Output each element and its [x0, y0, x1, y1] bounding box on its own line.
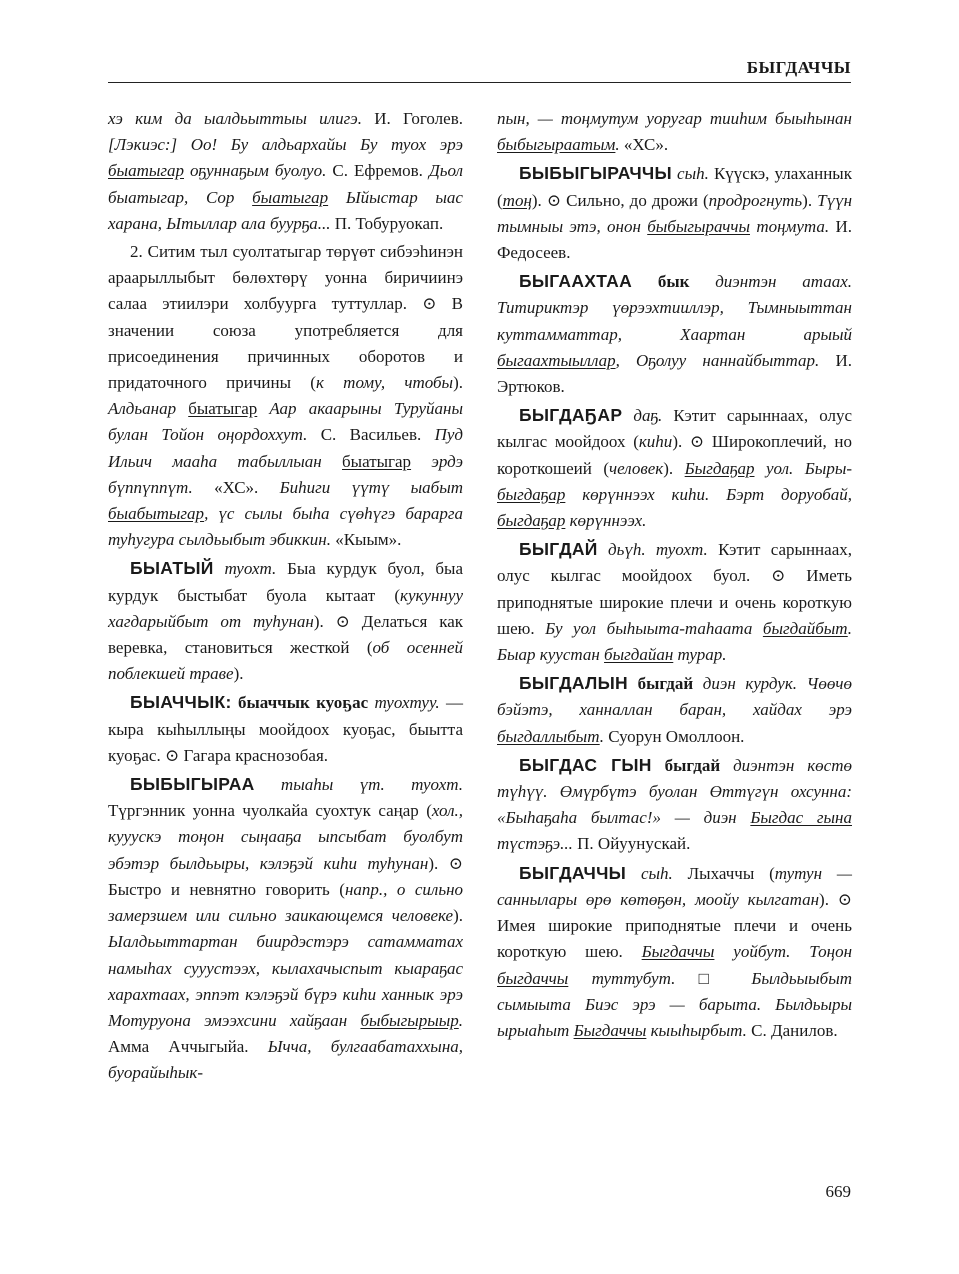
text-run: ).	[802, 190, 818, 210]
text-run: кукуннуу хагдарыйбыт от туһунан	[108, 585, 463, 631]
text-run: Пуд Ильич мааһа табыллыан	[108, 425, 463, 471]
text-run: к тому, чтобы	[315, 373, 454, 393]
example-keyword: быатыгар	[252, 187, 329, 207]
text-run: Ыйыстар ыас харана, Ытыллар ала буурҕа...	[108, 187, 463, 233]
text-run: туохтуу.	[368, 693, 440, 713]
text-run: быгдай	[627, 674, 694, 694]
example-keyword: быбыгыраатым	[497, 135, 616, 155]
example-keyword: быгдаччы	[497, 968, 569, 988]
text-run: Суорун Омоллоон.	[603, 726, 745, 746]
text-run: ). ⊙ Быстро и невнятно говорить (	[108, 853, 463, 899]
text-run: туохт.	[213, 559, 277, 579]
dictionary-entry	[497, 536, 852, 668]
text-run: хэ ким да ыалдьыттыы илигэ.	[108, 109, 362, 128]
text-run: Ыалдьыттартан биирдэстэрэ сатамматах намыһах сууустээх, кылахачыспыт кыараҕас харахтаах, эппэт кэлэҕэй бүрэ киһи ханнык эрэ Мотуруона эмээхсини хайҕаан	[108, 932, 463, 1030]
headword: БЫГДАЙ	[519, 539, 598, 560]
dictionary-entry	[497, 268, 852, 400]
paragraph	[108, 239, 463, 553]
dictionary-entry	[497, 402, 852, 534]
text-run: И. Эртюков.	[497, 350, 853, 397]
text-run: человек	[609, 458, 664, 478]
text-run: С. Данилов.	[746, 1020, 838, 1040]
text-run: дьүһ. туохт.	[597, 540, 708, 560]
text-run: даҕ.	[622, 406, 663, 426]
page-number: 669	[825, 1182, 851, 1201]
headword: БЫГДАЛЫН	[519, 673, 628, 694]
text-run: С. Васильев.	[307, 425, 435, 445]
text-run: Ычча, булгаабатаххына, буорайыһык-	[108, 1037, 463, 1083]
text-run: турар.	[673, 645, 727, 665]
right-column	[497, 106, 852, 1044]
headword: БЫБЫГЫРАА	[130, 774, 255, 795]
dictionary-entry	[108, 771, 463, 1086]
headword: БЫГААХТАА	[519, 271, 633, 292]
text-run: көрүннээх.	[565, 511, 647, 531]
dictionary-entry	[497, 860, 852, 1044]
text-run: ).	[663, 458, 685, 478]
text-run: кыыһырбыт.	[646, 1020, 747, 1040]
text-run: бык	[632, 272, 690, 292]
text-run: диэн курдук. Чөөчө бэйэтэ, ханналлан баран, хайдах эрэ	[497, 674, 852, 720]
text-run: .	[458, 1010, 463, 1030]
text-run: «ХС».	[619, 135, 669, 155]
text-run: напр., о сильно замерзшем или сильно заикающемся человеке	[108, 879, 463, 926]
text-run: туттубут. □ Былдьыыбыт сымыыта Биэс эрэ — барыта. Былдьыры ырыаһыт	[497, 968, 852, 1040]
text-run: хол., кууускэ тоңон сыңааҕа ыпсыбат буолбут эбэтэр былдьыры, кэлэҕэй киһи туһунан	[108, 801, 463, 873]
dictionary-entry	[108, 689, 463, 769]
headword: БЫГДАС ГЫН	[519, 754, 652, 775]
text-run: П. Тобуруокап.	[330, 213, 444, 233]
text-run: эрдэ бүппүппүт.	[108, 451, 463, 497]
example-keyword: тоң	[502, 190, 532, 210]
text-run: киһи	[638, 432, 673, 452]
text-run: диэнтэн атаах. Титириктэр үөрээхтииллэр, Тымныыттан куттамматтар, Хаартан арыый	[497, 272, 852, 344]
headword: БЫГДАЧЧЫ	[519, 862, 627, 883]
text-run: быгдай	[651, 755, 721, 775]
text-run: түстэҕэ...	[497, 834, 573, 854]
text-run: — кыра кыһыллыңы моойдоох куоҕас, быытта куоҕас. ⊙ Гагара краснозобая.	[108, 693, 464, 765]
text-run: ).	[233, 664, 244, 684]
text-run: Алдьанар	[108, 399, 189, 419]
left-column	[108, 106, 463, 1087]
example-keyword: быгдайбыт	[762, 618, 848, 638]
text-run: Лыхаччы (	[672, 863, 775, 883]
text-run: Аар акаарыны Туруйаны булан Тойон оңордоххут.	[108, 399, 463, 445]
text-run: Кэтит сарыннаах, олус кылгас моойдоох (	[497, 406, 852, 452]
paragraph	[497, 106, 852, 158]
dictionary-entry	[497, 160, 852, 266]
text-run: тутун — саннылары өрө көтөҕөн, моойу кылгатан	[497, 863, 852, 909]
text-run: Биһиги үүтү ыабыт	[279, 477, 463, 497]
text-run: сыһ.	[626, 863, 673, 883]
example-keyword: быатыгар	[342, 451, 412, 471]
text-run: ).	[453, 906, 463, 926]
text-run: ). ⊙ Широкоплечий, но короткошеий (	[497, 432, 852, 478]
headword: БЫАТЫЙ	[130, 558, 214, 579]
text-run: «Кыым».	[330, 530, 402, 550]
example-keyword: быгдайан	[604, 645, 674, 665]
text-run: [Лэкиэс:] Оо! Бу алдьархайы Бу туох эрэ	[108, 135, 463, 155]
text-run: И. Федосеев.	[497, 216, 852, 263]
text-run: Күүскэ, улаханнык (	[497, 164, 852, 210]
text-run: тоңмута.	[750, 216, 830, 236]
text-run: .	[615, 135, 620, 155]
text-run: Түргэнник уонна чуолкайа суохтук саңар (	[108, 801, 432, 821]
text-run: диэнтэн көстө түһүү. Өмүрбүтэ буолан Өттүгүн охсунна: «Быһаҕаһа былтас!» — диэн	[497, 755, 852, 828]
text-run: уол. Быры-	[754, 458, 852, 478]
headword: БЫБЫГЫРАЧЧЫ	[519, 163, 672, 184]
dictionary-entry	[497, 670, 852, 750]
example-keyword: быгдаллыбыт	[497, 726, 600, 746]
text-run: пын, — тоңмутум уоругар тииһим быыһынан	[497, 109, 852, 128]
headword: БЫГДАҔАР	[519, 405, 623, 426]
running-head: БЫГДАЧЧЫ	[746, 58, 851, 77]
text-run: ).	[453, 373, 463, 393]
text-run: быаччык куоҕас	[231, 693, 369, 713]
example-keyword: быгаахтыыллар	[497, 350, 616, 370]
text-run: ). ⊙ Делаться как веревка, становиться жесткой (	[108, 611, 464, 658]
text-run: , Оҕолуу наннайбыттар.	[615, 350, 820, 370]
example-keyword: быатыгар	[108, 161, 184, 181]
text-run: ). ⊙ Имея широкие приподнятые плечи и очень короткую шею.	[497, 889, 852, 962]
dictionary-entry	[108, 555, 463, 687]
headword: БЫАЧЧЫК:	[130, 692, 232, 713]
example-keyword: быгдаҕар	[497, 484, 566, 504]
text-run: Түүн тымныы этэ, онон	[497, 190, 852, 236]
text-run: 2. Ситим тыл суолтатыгар төрүөт сибээһинэн араарыллыбыт бөлөхтөрү уонна биричиинэ салаа этиилэри холбуурга туттуллар. ⊙ В значении союза употребляется для присоединения причинных оборотов и придаточного причины (	[108, 242, 463, 393]
text-run: С. Ефремов.	[326, 161, 429, 181]
example-keyword: Быгдаҕар	[684, 458, 755, 478]
paragraph	[108, 106, 463, 237]
text-run: «ХС».	[192, 477, 280, 497]
text-run: .	[599, 726, 604, 746]
text-run: Дьол быатыгар, Сор	[108, 161, 463, 207]
text-run: Амма Аччыгыйа.	[108, 1037, 268, 1057]
text-run: Кэтит сарыннаах, олус кылгас моойдоох буол. ⊙ Иметь приподнятые широкие плечи и очень короткую шею.	[497, 540, 852, 638]
example-keyword: быгдаҕар	[497, 511, 566, 531]
text-run: об осенней поблекшей траве	[108, 638, 463, 684]
text-run: Бу уол быһыыта-таһаата	[545, 618, 763, 638]
text-run: П. Ойуунускай.	[572, 834, 691, 854]
text-run: уойбут. Тоңон	[714, 942, 853, 962]
text-run: ). ⊙ Сильно, до дрожи (	[531, 190, 709, 210]
dictionary-entry	[497, 752, 852, 858]
text-run: , үс сылы быһа сүөһүгэ бараргa туһугура сылдьыбыт эбиккин.	[108, 504, 463, 550]
text-run: көрүннээх киһи. Бэрт доруобай,	[565, 484, 852, 504]
example-keyword: быбыгырыыр	[360, 1010, 459, 1030]
example-keyword: быабытыгар	[108, 504, 205, 524]
header-rule	[108, 82, 851, 83]
text-run: тыаһы үт. туохт.	[254, 775, 463, 795]
text-run: оҕуннаҕым буолуо.	[184, 161, 327, 181]
text-run: . Быар куустан	[497, 618, 852, 665]
example-keyword: Быгдаччы	[641, 942, 715, 962]
example-keyword: Быгдас гына	[750, 808, 852, 828]
example-keyword: быбыгыраччы	[647, 216, 750, 236]
text-run: продрогнуть	[708, 190, 803, 210]
text-run: сыһ.	[671, 164, 709, 184]
text-run: Быа курдук буол, быа курдук быстыбат буола кытаат (	[108, 559, 463, 605]
text-run: И. Гоголев.	[361, 109, 463, 128]
example-keyword: Быгдаччы	[573, 1020, 647, 1040]
example-keyword: быатыгар	[188, 399, 258, 419]
